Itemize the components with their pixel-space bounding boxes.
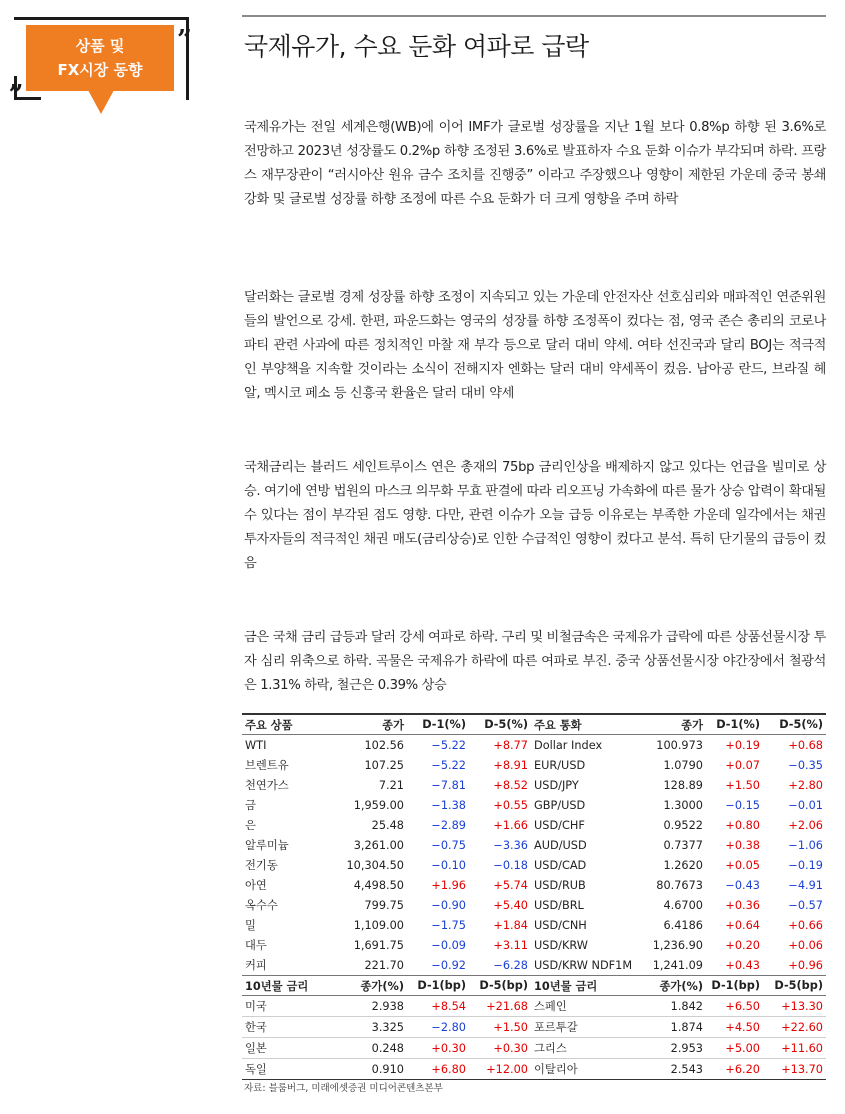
value-cell: +0.80 — [725, 818, 760, 832]
value-cell: +0.96 — [788, 958, 823, 972]
main-header-cell: 종가 — [644, 714, 706, 735]
table-row — [242, 795, 826, 815]
value-cell: +0.43 — [725, 958, 760, 972]
value-cell: +0.06 — [788, 938, 823, 952]
row-label-cell: 미국 — [242, 996, 332, 1017]
value-cell: +0.68 — [788, 738, 823, 752]
value-cell: +3.11 — [493, 938, 528, 952]
quote-open-icon: „ — [9, 65, 24, 95]
value-cell: 799.75 — [364, 898, 404, 912]
value-cell: +4.50 — [706, 1017, 763, 1038]
paragraph-metals: 금은 국채 금리 급등과 달러 강세 여파로 하락. 구리 및 비철금속은 국제유가 급락에 따른 상품선물시장 투자 심리 위축으로 하락. 곡물은 국제유가 하락에 따른 여파로 부진. 중국 상품선물시장 야간장에서 철광석은 1.31% 하락, 철근은 0.39% 상승 — [244, 630, 826, 693]
badge-line-2: FX시장 동향 — [57, 61, 143, 79]
table-row — [242, 735, 826, 756]
row-label-cell: AUD/USD — [534, 838, 587, 852]
value-cell: −6.28 — [493, 958, 528, 972]
row-label-cell: USD/CNH — [534, 918, 587, 932]
value-cell: 1.842 — [644, 996, 706, 1017]
value-cell: −1.75 — [431, 918, 466, 932]
value-cell: +1.66 — [493, 818, 528, 832]
bond-rows — [242, 976, 826, 1080]
bond-header-cell: 10년물 금리 — [531, 976, 644, 996]
value-cell: −1.38 — [431, 798, 466, 812]
value-cell: +8.77 — [493, 738, 528, 752]
bond-header-cell: 10년물 금리 — [242, 976, 332, 996]
table-row — [242, 935, 826, 955]
value-cell: +11.60 — [763, 1038, 826, 1059]
value-cell: +0.20 — [725, 938, 760, 952]
value-cell: +2.80 — [788, 778, 823, 792]
value-cell: 0.248 — [332, 1038, 407, 1059]
table-row — [242, 855, 826, 875]
value-cell: 107.25 — [364, 758, 404, 772]
value-cell: 25.48 — [371, 818, 404, 832]
value-cell: −0.09 — [431, 938, 466, 952]
commodity-fx-rows — [242, 735, 826, 976]
source-note: 자료: 블룸버그, 미래에셋증권 미디어콘텐츠본부 — [244, 1083, 443, 1094]
value-cell: −1.06 — [788, 838, 823, 852]
value-cell: 2.543 — [644, 1059, 706, 1080]
row-label-cell: 그리스 — [531, 1038, 644, 1059]
value-cell: −0.35 — [788, 758, 823, 772]
value-cell: −7.81 — [431, 778, 466, 792]
value-cell: +6.80 — [407, 1059, 469, 1080]
value-cell: −0.92 — [431, 958, 466, 972]
row-label-cell: 옥수수 — [245, 899, 278, 912]
value-cell: 2.953 — [644, 1038, 706, 1059]
row-label-cell: WTI — [245, 738, 267, 752]
table-row — [242, 1038, 826, 1059]
value-cell: 7.21 — [378, 778, 404, 792]
value-cell: +13.70 — [763, 1059, 826, 1080]
table-header-row — [242, 714, 826, 735]
page-title: 국제유가, 수요 둔화 여파로 급락 — [244, 32, 589, 61]
main-header-cell: D-1(%) — [407, 714, 469, 735]
value-cell: +0.64 — [725, 918, 760, 932]
value-cell: 3,261.00 — [353, 838, 404, 852]
value-cell: −0.57 — [788, 898, 823, 912]
badge-line-1: 상품 및 — [75, 37, 125, 55]
value-cell: +2.06 — [788, 818, 823, 832]
value-cell: −0.18 — [493, 858, 528, 872]
main-header-cell: D-5(%) — [469, 714, 531, 735]
value-cell: +22.60 — [763, 1017, 826, 1038]
value-cell: +13.30 — [763, 996, 826, 1017]
top-rule — [242, 15, 826, 17]
row-label-cell: 일본 — [242, 1038, 332, 1059]
row-label-cell: 전기동 — [245, 859, 278, 872]
value-cell: 0.9522 — [663, 818, 703, 832]
table-row — [242, 955, 826, 976]
value-cell: −0.10 — [431, 858, 466, 872]
value-cell: −4.91 — [788, 878, 823, 892]
table-row — [242, 835, 826, 855]
row-label-cell: USD/KRW NDF1M — [534, 958, 633, 972]
value-cell: 0.910 — [332, 1059, 407, 1080]
section-badge — [26, 25, 174, 91]
bond-header-cell: D-1(bp) — [407, 976, 469, 996]
value-cell: 4,498.50 — [353, 878, 404, 892]
value-cell: 221.70 — [364, 958, 404, 972]
value-cell: +0.30 — [469, 1038, 531, 1059]
value-cell: +8.52 — [493, 778, 528, 792]
row-label-cell: 스페인 — [531, 996, 644, 1017]
value-cell: +5.40 — [493, 898, 528, 912]
bond-header-cell: D-5(bp) — [763, 976, 826, 996]
value-cell: 1.3000 — [663, 798, 703, 812]
table-row — [242, 996, 826, 1017]
value-cell: −0.90 — [431, 898, 466, 912]
value-cell: +0.05 — [725, 858, 760, 872]
row-label-cell: 한국 — [242, 1017, 332, 1038]
main-header-cell: D-5(%) — [763, 714, 826, 735]
value-cell: +8.54 — [407, 996, 469, 1017]
row-label-cell: 포르투갈 — [531, 1017, 644, 1038]
value-cell: 1,109.00 — [353, 918, 404, 932]
table-row — [242, 815, 826, 835]
table-row — [242, 1017, 826, 1038]
value-cell: +5.00 — [706, 1038, 763, 1059]
bond-header-cell: D-1(bp) — [706, 976, 763, 996]
value-cell: +1.96 — [431, 878, 466, 892]
value-cell: −2.80 — [407, 1017, 469, 1038]
value-cell: −0.43 — [725, 878, 760, 892]
value-cell: 1,241.09 — [652, 958, 703, 972]
market-table — [242, 713, 826, 1080]
value-cell: +0.36 — [725, 898, 760, 912]
row-label-cell: USD/CAD — [534, 858, 587, 872]
bond-header-cell: 종가(%) — [332, 976, 407, 996]
row-label-cell: 독일 — [242, 1059, 332, 1080]
value-cell: +0.55 — [493, 798, 528, 812]
value-cell: 128.89 — [663, 778, 703, 792]
value-cell: −2.89 — [431, 818, 466, 832]
value-cell: 2.938 — [332, 996, 407, 1017]
row-label-cell: GBP/USD — [534, 798, 586, 812]
badge-tail — [88, 90, 114, 114]
value-cell: 1.2620 — [663, 858, 703, 872]
value-cell: +6.50 — [706, 996, 763, 1017]
value-cell: +0.38 — [725, 838, 760, 852]
value-cell: −5.22 — [431, 738, 466, 752]
row-label-cell: 밀 — [245, 919, 256, 932]
value-cell: 1.0790 — [663, 758, 703, 772]
row-label-cell: 알루미늄 — [245, 839, 289, 852]
row-label-cell: 브렌트유 — [245, 759, 289, 772]
table-row — [242, 1059, 826, 1080]
value-cell: +0.66 — [788, 918, 823, 932]
value-cell: 1,959.00 — [353, 798, 404, 812]
value-cell: +1.84 — [493, 918, 528, 932]
table-row — [242, 915, 826, 935]
row-label-cell: 이탈리아 — [531, 1059, 644, 1080]
bond-header-cell: D-5(bp) — [469, 976, 531, 996]
main-header-cell: D-1(%) — [706, 714, 763, 735]
value-cell: +1.50 — [469, 1017, 531, 1038]
value-cell: +21.68 — [469, 996, 531, 1017]
value-cell: 6.4186 — [663, 918, 703, 932]
value-cell: 102.56 — [364, 738, 404, 752]
row-label-cell: USD/KRW — [534, 938, 588, 952]
value-cell: −5.22 — [431, 758, 466, 772]
row-label-cell: USD/JPY — [534, 778, 579, 792]
table-row — [242, 895, 826, 915]
bond-header-cell: 종가(%) — [644, 976, 706, 996]
value-cell: 10,304.50 — [346, 858, 404, 872]
value-cell: +0.30 — [407, 1038, 469, 1059]
row-label-cell: USD/BRL — [534, 898, 584, 912]
value-cell: 100.973 — [656, 738, 703, 752]
main-header-cell: 주요 상품 — [242, 714, 332, 735]
value-cell: 4.6700 — [663, 898, 703, 912]
value-cell: −0.75 — [431, 838, 466, 852]
bond-header-row — [242, 976, 826, 996]
value-cell: −0.15 — [725, 798, 760, 812]
row-label-cell: 아연 — [245, 879, 267, 892]
value-cell: +6.20 — [706, 1059, 763, 1080]
table-row — [242, 875, 826, 895]
value-cell: 1,691.75 — [353, 938, 404, 952]
row-label-cell: 금 — [245, 799, 256, 812]
main-header-cell: 주요 통화 — [531, 714, 644, 735]
row-label-cell: 대두 — [245, 939, 267, 952]
table-row — [242, 775, 826, 795]
row-label-cell: Dollar Index — [534, 738, 603, 752]
paragraph-bonds: 국채금리는 블러드 세인트루이스 연은 총재의 75bp 금리인상을 배제하지 않고 있다는 언급을 빌미로 상승. 여기에 연방 법원의 마스크 의무화 무효 판결에 따라 리오프닝 가속화에 따른 물가 상승 압력이 확대될 수 있다는 점이 부각된 점도 영향. 다만, 관련 이슈가 오늘 급등 이유로는 부족한 가운데 일각에서는 채권투자자들의 적극적인 채권 매도(금리상승)로 인한 수급적인 영향이 컸다고 분석. 특히 단기물의 급등이 컸음 — [244, 460, 826, 571]
value-cell: 1,236.90 — [652, 938, 703, 952]
row-label-cell: 은 — [245, 819, 256, 832]
paragraph-oil: 국제유가는 전일 세계은행(WB)에 이어 IMF가 글로벌 성장률을 지난 1월 보다 0.8%p 하향 된 3.6%로 전망하고 2023년 성장률도 0.2%p 하향 조정된 3.6%로 발표하자 수요 둔화 이슈가 부각되며 하락. 프랑스 재무장관이 “러시아산 원유 금수 조치를 진행중” 이라고 주장했으나 영향이 제한된 가운데 중국 봉쇄 강화 및 글로벌 성장률 하향 조정에 따른 수요 둔화가 더 크게 영향을 주며 하락 — [244, 120, 826, 207]
value-cell: 1.874 — [644, 1017, 706, 1038]
value-cell: −0.19 — [788, 858, 823, 872]
quote-close-icon: ” — [177, 25, 192, 55]
main-header-cell: 종가 — [332, 714, 407, 735]
row-label-cell: 커피 — [245, 959, 267, 972]
row-label-cell: USD/RUB — [534, 878, 586, 892]
value-cell: +0.07 — [725, 758, 760, 772]
row-label-cell: EUR/USD — [534, 758, 586, 772]
value-cell: +0.19 — [725, 738, 760, 752]
value-cell: 3.325 — [332, 1017, 407, 1038]
value-cell: +12.00 — [469, 1059, 531, 1080]
value-cell: +1.50 — [725, 778, 760, 792]
value-cell: 0.7377 — [663, 838, 703, 852]
row-label-cell: USD/CHF — [534, 818, 585, 832]
paragraph-dollar: 달러화는 글로벌 경제 성장률 하향 조정이 지속되고 있는 가운데 안전자산 선호심리와 매파적인 연준위원들의 발언으로 강세. 한편, 파운드화는 영국의 성장률 하향 조정폭이 컸다는 점, 영국 존슨 총리의 코로나 파티 관련 사과에 따른 정치적인 마찰 재 부각 등으로 달러 대비 약세. 여타 선진국과 달리 BOJ는 적극적인 부양책을 지속할 것이라는 소식이 전해지자 엔화는 달러 대비 약세폭이 컸음. 남아공 란드, 브라질 헤알, 멕시코 페소 등 신흥국 환율은 달러 대비 약세 — [244, 290, 826, 401]
value-cell: −0.01 — [788, 798, 823, 812]
row-label-cell: 천연가스 — [245, 779, 289, 792]
value-cell: −3.36 — [493, 838, 528, 852]
value-cell: +5.74 — [493, 878, 528, 892]
value-cell: 80.7673 — [656, 878, 703, 892]
table-row — [242, 755, 826, 775]
value-cell: +8.91 — [493, 758, 528, 772]
